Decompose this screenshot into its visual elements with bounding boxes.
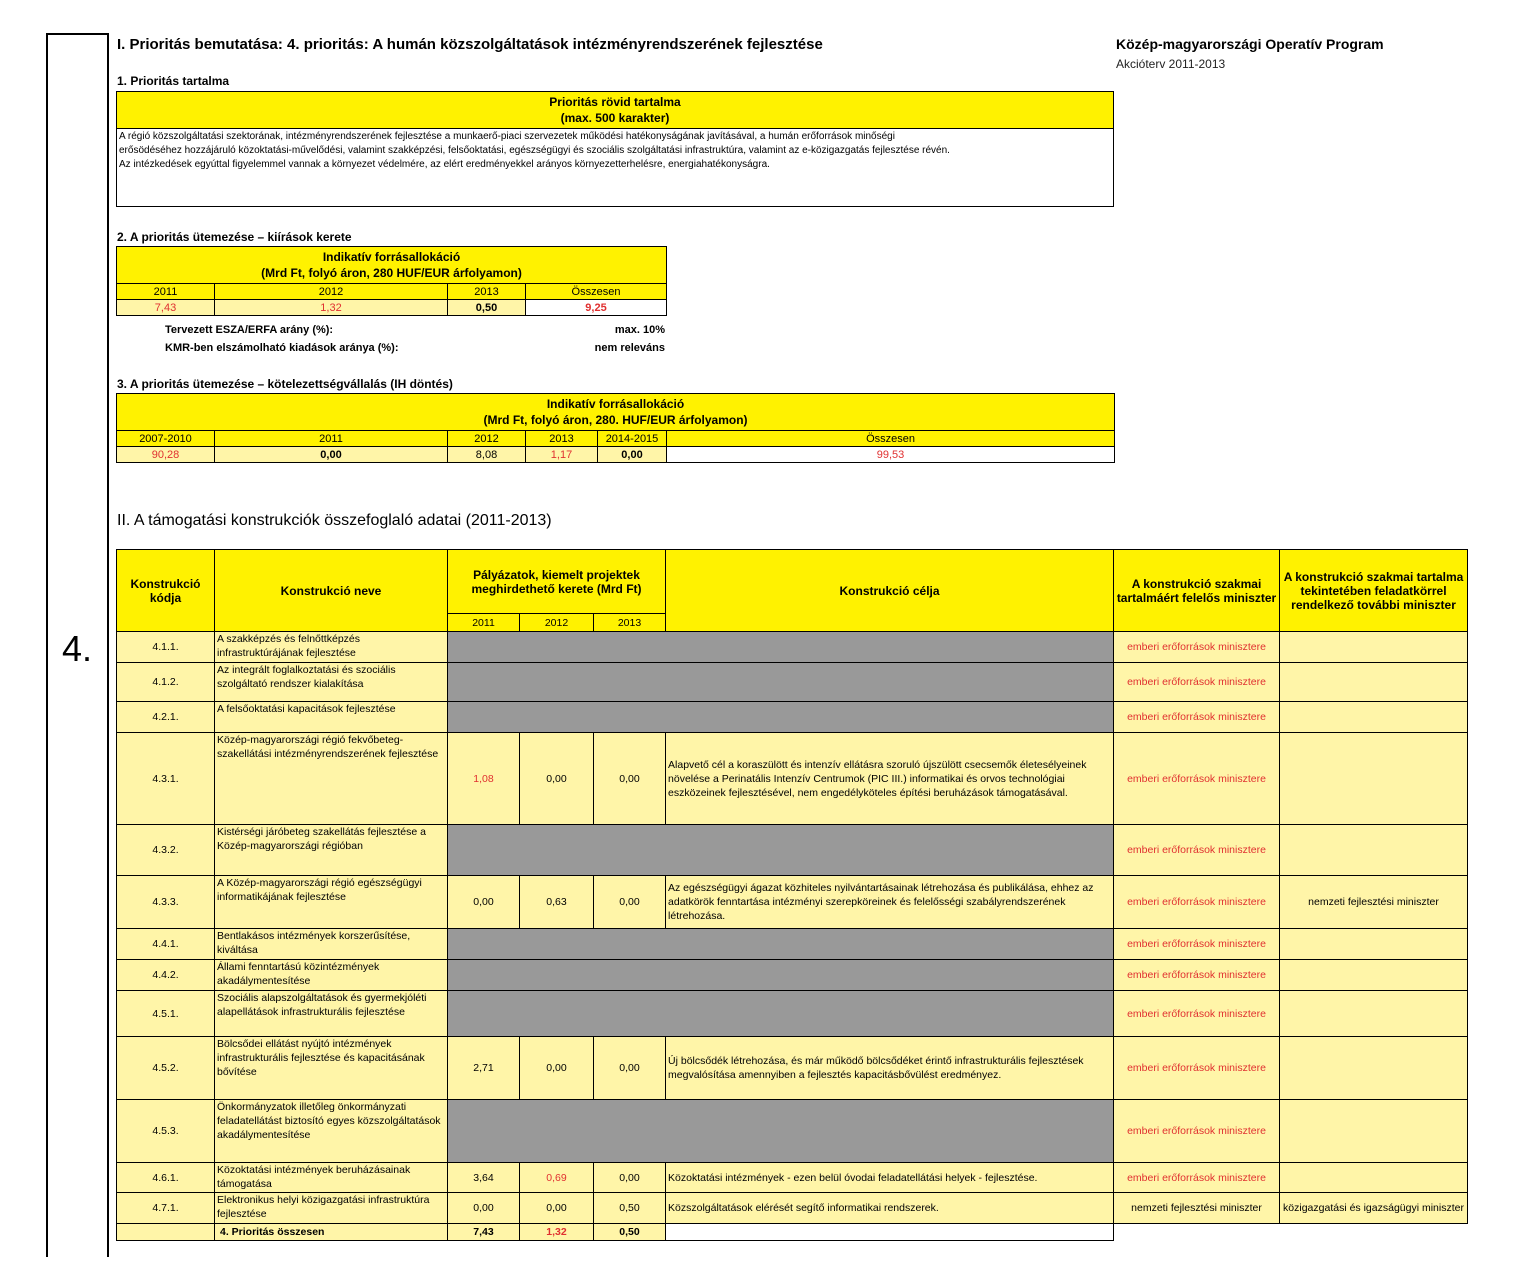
row-minister: emberi erőforrások minisztere	[1114, 733, 1280, 825]
row-no-data	[448, 991, 1114, 1037]
row-minister: emberi erőforrások minisztere	[1114, 632, 1280, 663]
row-minister: emberi erőforrások minisztere	[1114, 1037, 1280, 1100]
col-2011: 2011	[215, 431, 448, 447]
col-2013: 2013	[526, 431, 598, 447]
row-value-2012: 0,00	[520, 733, 594, 825]
row-name: Szociális alapszolgáltatások és gyermekjóléti alapellátások infrastrukturális fejlesztése	[215, 991, 448, 1037]
table-row	[117, 1193, 1468, 1224]
col-2014-2015: 2014-2015	[598, 431, 667, 447]
table-row	[117, 929, 1468, 960]
table-row	[117, 1037, 1468, 1100]
section1-heading: 1. Prioritás tartalma	[117, 74, 230, 88]
row-other-minister	[1280, 1037, 1468, 1100]
row-minister: emberi erőforrások minisztere	[1114, 1100, 1280, 1163]
row-code: 4.4.1.	[117, 929, 215, 960]
col-header-minister: A konstrukció szakmai tartalmáért felelős miniszter	[1114, 550, 1280, 632]
col-header-2012: 2012	[520, 614, 594, 632]
row-other-minister	[1280, 929, 1468, 960]
row-value-2013: 0,00	[594, 1037, 666, 1100]
col-header-code: Konstrukció kódja	[117, 550, 215, 632]
col-header-2011: 2011	[448, 614, 520, 632]
program-name: Közép-magyarországi Operatív Program	[1116, 36, 1384, 52]
row-code: 4.4.2.	[117, 960, 215, 991]
page-title: I. Prioritás bemutatása: 4. prioritás: A humán közszolgáltatások intézményrendszerének fejlesztése	[117, 36, 823, 53]
row-name: A felsőoktatási kapacitások fejlesztése	[215, 702, 448, 733]
row-other-minister	[1280, 960, 1468, 991]
row-other-minister: nemzeti fejlesztési miniszter	[1280, 876, 1468, 929]
commitment-table-title: Indikatív forrásallokáció	[546, 397, 685, 411]
row-no-data	[448, 663, 1114, 702]
top-frame-line	[46, 33, 108, 35]
value-2007-2010: 90,28	[117, 447, 215, 463]
row-minister: nemzeti fejlesztési miniszter	[1114, 1193, 1280, 1224]
tender-table-title: Indikatív forrásallokáció	[322, 250, 461, 264]
row-code: 4.5.3.	[117, 1100, 215, 1163]
value-total: 9,25	[526, 300, 667, 316]
row-name: Bentlakásos intézmények korszerűsítése, kiváltása	[215, 929, 448, 960]
col-2011: 2011	[117, 284, 215, 300]
row-code: 4.2.1.	[117, 702, 215, 733]
priority-description	[117, 129, 1114, 207]
row-value-2013: 0,50	[594, 1193, 666, 1224]
ratio2-label: KMR-ben elszámolható kiadások aránya (%):	[165, 342, 399, 354]
row-code: 4.6.1.	[117, 1163, 215, 1193]
row-code: 4.5.2.	[117, 1037, 215, 1100]
value-total: 99,53	[667, 447, 1115, 463]
row-name: Kistérségi járóbeteg szakellátás fejlesztése a Közép-magyarországi régióban	[215, 825, 448, 876]
row-name: Állami fenntartású közintézmények akadálymentesítése	[215, 960, 448, 991]
priority-box-title: Prioritás rövid tartalma	[549, 95, 681, 109]
row-goal: Új bölcsődék létrehozása, és már működő bölcsődéket érintő infrastrukturális fejlesztések megvalósítása amennyiben a fejlesztés kapacitásbővülést eredményez.	[666, 1037, 1114, 1100]
row-name: Az integrált foglalkoztatási és szociális szolgáltató rendszer kialakítása	[215, 663, 448, 702]
tender-allocation-table	[116, 246, 667, 316]
section2-heading: 2. A prioritás ütemezése – kiírások kerete	[117, 230, 352, 244]
table-row	[117, 632, 1468, 663]
table-row	[117, 1100, 1468, 1163]
row-minister: emberi erőforrások minisztere	[1114, 876, 1280, 929]
row-no-data	[448, 929, 1114, 960]
row-other-minister: közigazgatási és igazságügyi miniszter	[1280, 1193, 1468, 1224]
col-header-2013: 2013	[594, 614, 666, 632]
row-code: 4.3.3.	[117, 876, 215, 929]
tender-table-header	[117, 247, 667, 284]
col-header-other-minister: A konstrukció szakmai tartalma tekintetében feladatkörrel rendelkező további miniszter	[1280, 550, 1468, 632]
row-value-2011: 1,08	[448, 733, 520, 825]
constructions-table	[116, 549, 1468, 1241]
row-minister: emberi erőforrások minisztere	[1114, 960, 1280, 991]
row-value-2012: 0,69	[520, 1163, 594, 1193]
row-value-2013: 0,00	[594, 1163, 666, 1193]
row-code: 4.1.1.	[117, 632, 215, 663]
total-2011: 7,43	[448, 1224, 520, 1241]
priority-content-box	[116, 91, 1114, 207]
row-name: A szakképzés és felnőttképzés infrastruktúrájának fejlesztése	[215, 632, 448, 663]
program-subtitle: Akcióterv 2011-2013	[1116, 57, 1226, 71]
row-code: 4.7.1.	[117, 1193, 215, 1224]
row-no-data	[448, 702, 1114, 733]
priority-line: Az intézkedések egyúttal figyelemmel vannak a környezet védelmére, az elért eredményekkel arányos környezetterhelésre, energiahatékonyságra.	[119, 159, 770, 170]
row-value-2011: 0,00	[448, 876, 520, 929]
row-other-minister	[1280, 702, 1468, 733]
row-value-2013: 0,00	[594, 876, 666, 929]
table-row	[117, 663, 1468, 702]
total-empty	[117, 1224, 215, 1241]
table-row	[117, 991, 1468, 1037]
row-code: 4.5.1.	[117, 991, 215, 1037]
col-header-goal: Konstrukció célja	[666, 550, 1114, 632]
row-goal: Közszolgáltatások elérését segítő informatikai rendszerek.	[666, 1193, 1114, 1224]
row-minister: emberi erőforrások minisztere	[1114, 991, 1280, 1037]
value-2012: 8,08	[448, 447, 526, 463]
row-other-minister	[1280, 1100, 1468, 1163]
total-2012: 1,32	[520, 1224, 594, 1241]
table-row	[117, 876, 1468, 929]
table-row	[117, 702, 1468, 733]
row-code: 4.3.1.	[117, 733, 215, 825]
commitment-table-subtitle: (Mrd Ft, folyó áron, 280. HUF/EUR árfolyamon)	[483, 413, 748, 427]
row-other-minister	[1280, 663, 1468, 702]
value-2013: 1,17	[526, 447, 598, 463]
row-name: Elektronikus helyi közigazgatási infrastruktúra fejlesztése	[215, 1193, 448, 1224]
row-value-2012: 0,63	[520, 876, 594, 929]
value-2013: 0,50	[448, 300, 526, 316]
col-2012: 2012	[215, 284, 448, 300]
row-other-minister	[1280, 1163, 1468, 1193]
priority-box-header	[117, 92, 1114, 129]
row-no-data	[448, 825, 1114, 876]
total-label: 4. Prioritás összesen	[215, 1224, 448, 1241]
inner-frame-line	[107, 33, 109, 1257]
table-row	[117, 825, 1468, 876]
priority-line: erősödéséhez hozzájáruló közoktatási-művelődési, valamint szakképzési, felsőoktatási, egészségügyi és szociális szolgáltatási infrastruktúra, valamint az e-közigazgatás fejlesztése révén.	[119, 145, 950, 156]
row-goal: Az egészségügyi ágazat közhiteles nyilvántartásainak létrehozása és publikálása, ehhez az adatkörök fenntartása intézményi szerepköreinek és felelősségi szabályrendszerének létrehozása.	[666, 876, 1114, 929]
col-header-name: Konstrukció neve	[215, 550, 448, 632]
row-minister: emberi erőforrások minisztere	[1114, 929, 1280, 960]
total-goal-empty	[666, 1224, 1114, 1241]
col-2013: 2013	[448, 284, 526, 300]
section4-heading: II. A támogatási konstrukciók összefoglaló adatai (2011-2013)	[117, 512, 552, 529]
ratio1-label: Tervezett ESZA/ERFA arány (%):	[165, 324, 334, 336]
row-name: Önkormányzatok illetőleg önkormányzati feladatellátást biztosító egyes közszolgáltatások akadálymentesítése	[215, 1100, 448, 1163]
total-2013: 0,50	[594, 1224, 666, 1241]
value-2012: 1,32	[215, 300, 448, 316]
section3-heading: 3. A prioritás ütemezése – kötelezettségvállalás (IH döntés)	[117, 377, 453, 391]
row-code: 4.1.2.	[117, 663, 215, 702]
side-number: 4.	[62, 628, 93, 669]
col-2012: 2012	[448, 431, 526, 447]
row-value-2011: 2,71	[448, 1037, 520, 1100]
row-no-data	[448, 632, 1114, 663]
row-other-minister	[1280, 825, 1468, 876]
row-value-2012: 0,00	[520, 1037, 594, 1100]
row-name: A Közép-magyarországi régió egészségügyi informatikájának fejlesztése	[215, 876, 448, 929]
row-value-2011: 3,64	[448, 1163, 520, 1193]
ratio2-value: nem releváns	[594, 342, 665, 354]
row-minister: emberi erőforrások minisztere	[1114, 825, 1280, 876]
row-value-2011: 0,00	[448, 1193, 520, 1224]
table-row	[117, 960, 1468, 991]
row-name: Bölcsődei ellátást nyújtó intézmények infrastrukturális fejlesztése és kapacitásának bővítése	[215, 1037, 448, 1100]
left-frame-line	[46, 33, 48, 1257]
value-2011: 0,00	[215, 447, 448, 463]
row-goal: Alapvető cél a koraszülött és intenzív ellátásra szoruló újszülött csecsemők életesélyeinek növelése a Perinatális Intenzív Centrumok (PIC III.) informatikai és orvos technológiai eszközeinek fejlesztésével, nem engedélyköteles építési beruházások támogatásával.	[666, 733, 1114, 825]
row-minister: emberi erőforrások minisztere	[1114, 1163, 1280, 1193]
row-minister: emberi erőforrások minisztere	[1114, 702, 1280, 733]
row-name: Közoktatási intézmények beruházásainak támogatása	[215, 1163, 448, 1193]
col-total: Összesen	[526, 284, 667, 300]
row-minister: emberi erőforrások minisztere	[1114, 663, 1280, 702]
commitment-table-header	[117, 394, 1115, 431]
value-2014-2015: 0,00	[598, 447, 667, 463]
value-2011: 7,43	[117, 300, 215, 316]
row-value-2013: 0,00	[594, 733, 666, 825]
commitment-allocation-table	[116, 393, 1115, 463]
row-no-data	[448, 1100, 1114, 1163]
row-value-2012: 0,00	[520, 1193, 594, 1224]
total-blank	[1280, 1224, 1468, 1241]
col-total: Összesen	[667, 431, 1115, 447]
priority-box-subtitle: (max. 500 karakter)	[560, 111, 670, 125]
tender-table-subtitle: (Mrd Ft, folyó áron, 280 HUF/EUR árfolyamon)	[261, 266, 522, 280]
table-row	[117, 1163, 1468, 1193]
col-2007-2010: 2007-2010	[117, 431, 215, 447]
col-header-funds: Pályázatok, kiemelt projektek meghirdethető kerete (Mrd Ft)	[448, 550, 666, 614]
table-row	[117, 733, 1468, 825]
ratio1-value: max. 10%	[614, 324, 665, 336]
row-goal: Közoktatási intézmények - ezen belül óvodai feladatellátási helyek - fejlesztése.	[666, 1163, 1114, 1193]
row-other-minister	[1280, 632, 1468, 663]
row-other-minister	[1280, 991, 1468, 1037]
row-code: 4.3.2.	[117, 825, 215, 876]
row-name: Közép-magyarországi régió fekvőbeteg-szakellátási intézményrendszerének fejlesztése	[215, 733, 448, 825]
row-other-minister	[1280, 733, 1468, 825]
row-no-data	[448, 960, 1114, 991]
priority-line: A régió közszolgáltatási szektorának, intézményrendszerének fejlesztése a munkaerő-piaci szervezetek működési hatékonyságának javításával, a humán erőforrások minőségi	[119, 131, 895, 142]
total-blank	[1114, 1224, 1280, 1241]
